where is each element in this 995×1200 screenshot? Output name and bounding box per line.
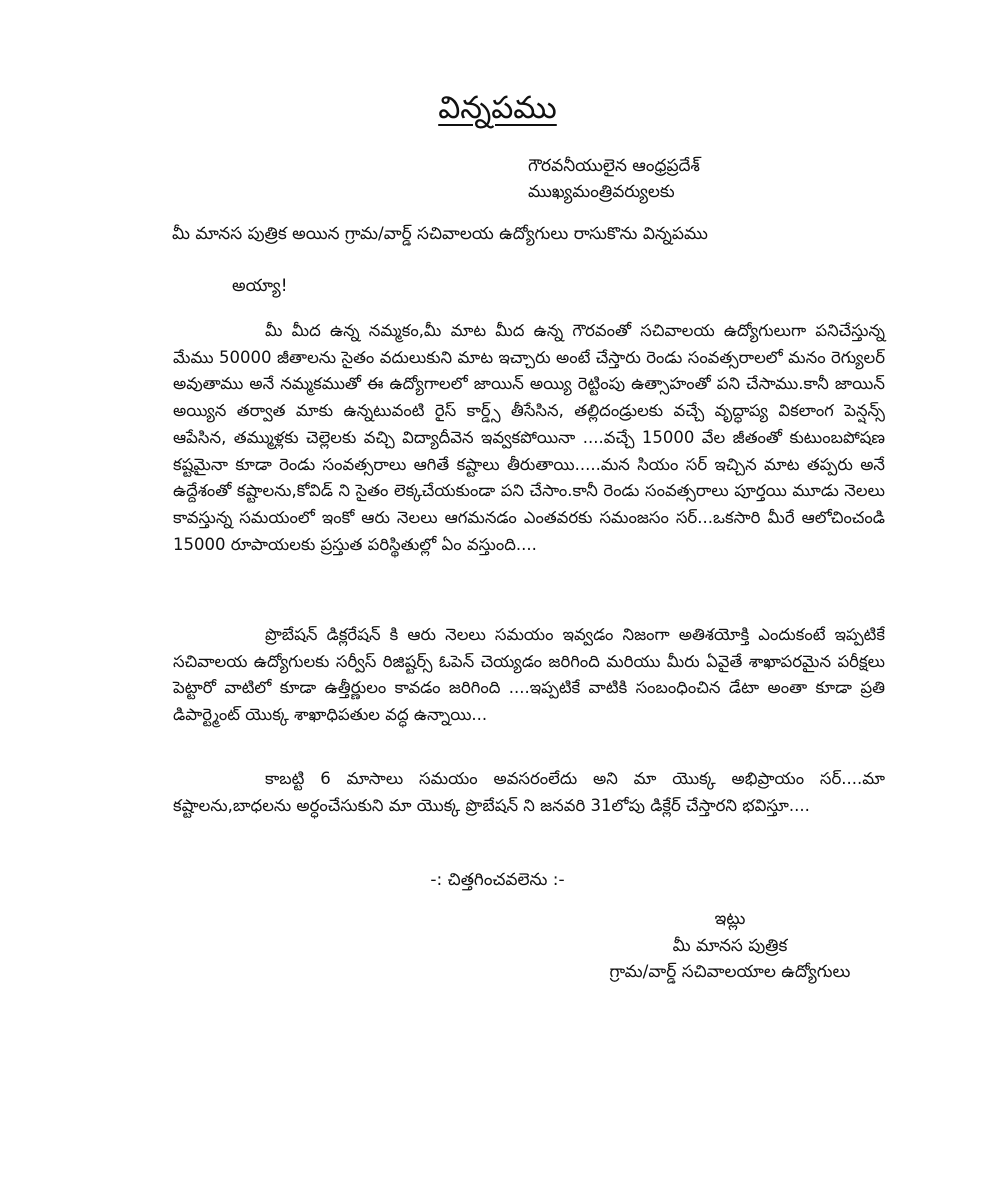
salutation: అయ్యా! <box>232 276 288 296</box>
body-paragraph: ప్రొబేషన్ డిక్లరేషన్ కి ఆరు నెలలు సమయం ఇవ్వడం నిజంగా అతిశయోక్తి ఎందుకంటే ఇప్పటికే సచివాలయ ఉద్యోగులకు సర్వీస్ రిజిష్టర్స్ ఓపెన్ చెయ్యడం జరిగింది మరియు మీరు ఏవైతే శాఖాపరమైన పరీక్షలు పెట్టారో వాటిలో కూడా ఉత్తీర్ణులం కావడం జరిగింది ....ఇప్పటికే వాటికి సంబంధించిన డేటా అంతా కూడా ప్రతి డిపార్ట్మెంట్ యొక్క శాఖాధిపతుల వద్ధ ఉన్నాయి... <box>173 625 885 725</box>
addressee-line: గౌరవనీయులైన ఆంధ్రప్రదేశ్ <box>528 156 700 176</box>
body-paragraph: కాబట్టి 6 మాసాలు సమయం అవసరంలేదు అని మా యొక్క అభిప్రాయం సర్....మా కష్టాలను,బాధలను అర్ధంచేసుకుని మా యొక్క ప్రొబేషన్ ని జనవరి 31లోపు డిక్లేర్ చేస్తారని భవిస్తూ.... <box>173 769 885 815</box>
closing-line: -: చిత్తగించవలెను :- <box>430 870 565 890</box>
signature-line: గ్రామ/వార్డ్ సచివాలయాల ఉద్యోగులు <box>609 962 851 982</box>
body-paragraph: మీ మీద ఉన్న నమ్మకం,మీ మాట మీద ఉన్న గౌరవంతో సచివాలయ ఉద్యోగులుగా పనిచేస్తున్న మేము 50000 జీతాలను సైతం వదులుకుని మాట ఇచ్చారు అంటే చేస్తారు రెండు సంవత్సరాలలో మనం రెగ్యులర్ అవుతాము అనే నమ్మకముతో ఈ ఉద్యోగాలలో జాయిన్ అయ్యి రెట్టింపు ఉత్సాహంతో పని చేసాము.కానీ జాయిన్ అయ్యిన తర్వాత మాకు ఉన్నటువంటి రైస్ కార్డ్స్ తీసేసిన, తల్లిదండ్రులకు వచ్చే వృద్ధాప్య వికలాంగ పెన్షన్స్ ఆపేసిన, తమ్ముళ్లకు చెల్లెలకు వచ్చి విద్యాదీవెన ఇవ్వకపోయినా ....వచ్చే 15000 వేల జీతంతో కుటుంబపోషణ కష్టమైనా కూడా రెండు సంవత్సరాలు ఆగితే కష్టాలు తీరుతాయి.....మన సియం సర్ ఇచ్చిన మాట తప్పరు అనే ఉద్దేశంతో కష్టాలను,కోవిడ్ ని సైతం లెక్కచేయకుండా పని చేసాం.కానీ రెండు సంవత్సరాలు పూర్తయి మూడు నెలలు కావస్తున్న సమయంలో ఇంకో ఆరు నెలలు ఆగమనడం ఎంతవరకు సమంజసం సర్...ఒకసారి మీరే ఆలోచించండి 15000 రూపాయలకు ప్రస్తుత పరిస్థితుల్లో ఏం వస్తుంది.... <box>173 321 885 554</box>
signature-line: ఇట్లు <box>714 909 746 929</box>
addressee-line: ముఖ్యమంత్రివర్యులకు <box>528 182 675 202</box>
letter-title: విన్నపము <box>438 90 557 126</box>
signature-line: మీ మానస పుత్రిక <box>672 935 788 956</box>
signature-block <box>560 906 900 986</box>
subject-line: మీ మానస పుత్రిక అయిన గ్రామ/వార్డ్ సచివాలయ ఉద్యోగులు రాసుకొను విన్నపము <box>172 224 708 244</box>
addressee-block <box>528 153 700 205</box>
